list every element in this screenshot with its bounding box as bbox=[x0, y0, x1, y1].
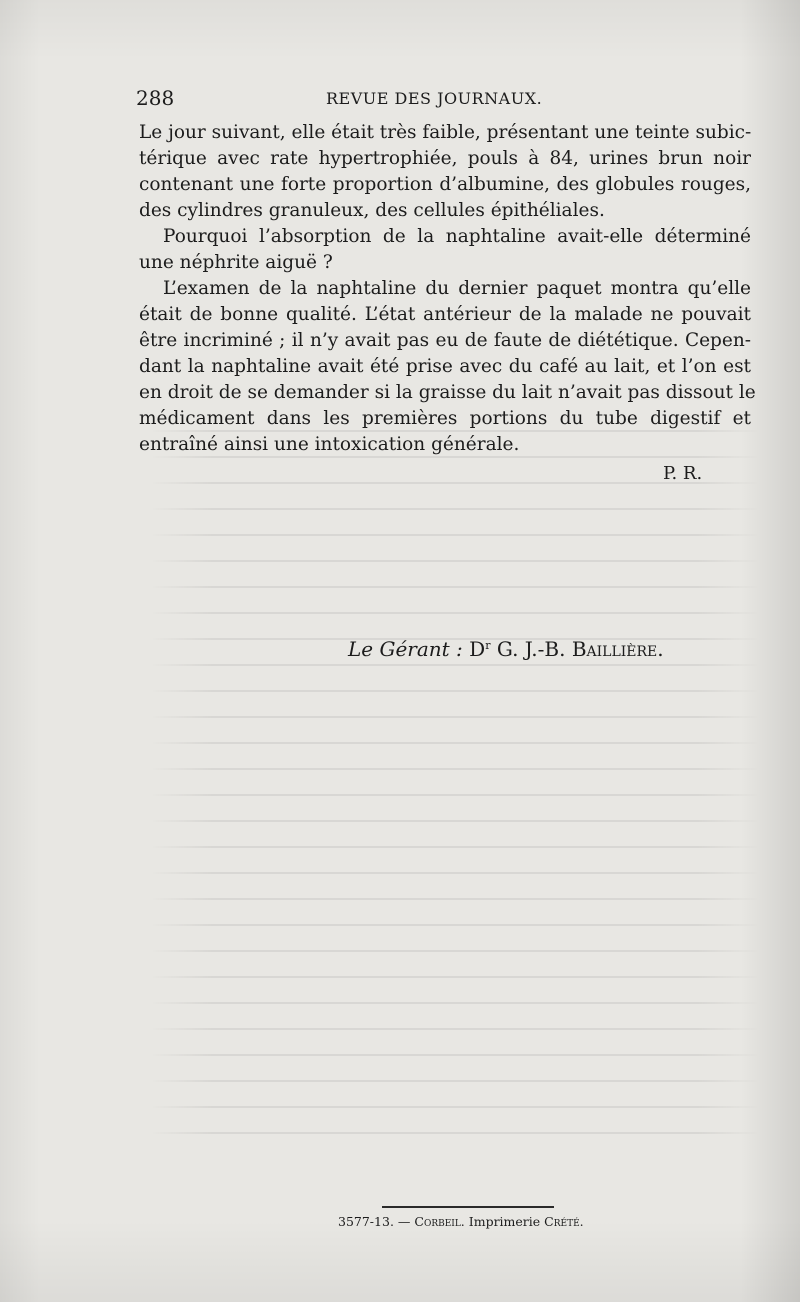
text-line: une néphrite aiguë ? bbox=[139, 252, 333, 273]
footer-rule bbox=[382, 1206, 554, 1208]
imprint-printer-label: Imprimerie bbox=[468, 1214, 541, 1229]
text-line: dant la naphtaline avait été prise avec du café au lait, et l’on est bbox=[139, 356, 751, 377]
text-line: entraîné ainsi une intoxication générale. bbox=[139, 434, 520, 455]
text-line: contenant une forte proportion d’albumine, des globules rouges, bbox=[139, 174, 751, 195]
text-line: en droit de se demander si la graisse du lait n’avait pas dissout le bbox=[139, 382, 756, 403]
text-line: des cylindres granuleux, des cellules épithéliales. bbox=[139, 200, 605, 221]
text-line: L’examen de la naphtaline du dernier paquet montra qu’elle bbox=[163, 278, 751, 299]
gerant-surname: Baillière. bbox=[571, 637, 664, 661]
imprint-city: Corbeil. bbox=[414, 1214, 465, 1229]
text-line: térique avec rate hypertrophiée, pouls à 84, urines brun noir bbox=[139, 148, 751, 169]
imprint-printer-name: Crété. bbox=[544, 1214, 584, 1229]
gerant-signature bbox=[348, 637, 748, 661]
gerant-label: Le Gérant : bbox=[348, 637, 463, 661]
show-through-text bbox=[150, 430, 760, 1150]
gerant-title-sup: r bbox=[485, 639, 491, 652]
page-number: 288 bbox=[136, 86, 175, 110]
imprint-number: 3577-13. — bbox=[338, 1214, 411, 1229]
running-title: REVUE DES JOURNAUX. bbox=[326, 89, 543, 108]
paragraph bbox=[139, 276, 756, 458]
text-line: Le jour suivant, elle était très faible, présentant une teinte subic- bbox=[139, 122, 752, 143]
gerant-initials: G. J.-B. bbox=[496, 637, 566, 661]
text-line: était de bonne qualité. L’état antérieur de la malade ne pouvait bbox=[139, 304, 751, 325]
text-line: Pourquoi l’absorption de la naphtaline avait-elle déterminé bbox=[163, 226, 751, 247]
text-line: être incriminé ; il n’y avait pas eu de faute de diététique. Cepen- bbox=[139, 330, 751, 351]
paragraph bbox=[139, 120, 751, 224]
text-line: médicament dans les premières portions du tube digestif et bbox=[139, 408, 751, 429]
page-header bbox=[136, 86, 756, 114]
paragraph bbox=[139, 224, 751, 276]
article-body bbox=[139, 120, 756, 458]
printer-imprint bbox=[338, 1214, 584, 1229]
author-initials: P. R. bbox=[663, 463, 703, 484]
gerant-title: D bbox=[469, 637, 486, 661]
